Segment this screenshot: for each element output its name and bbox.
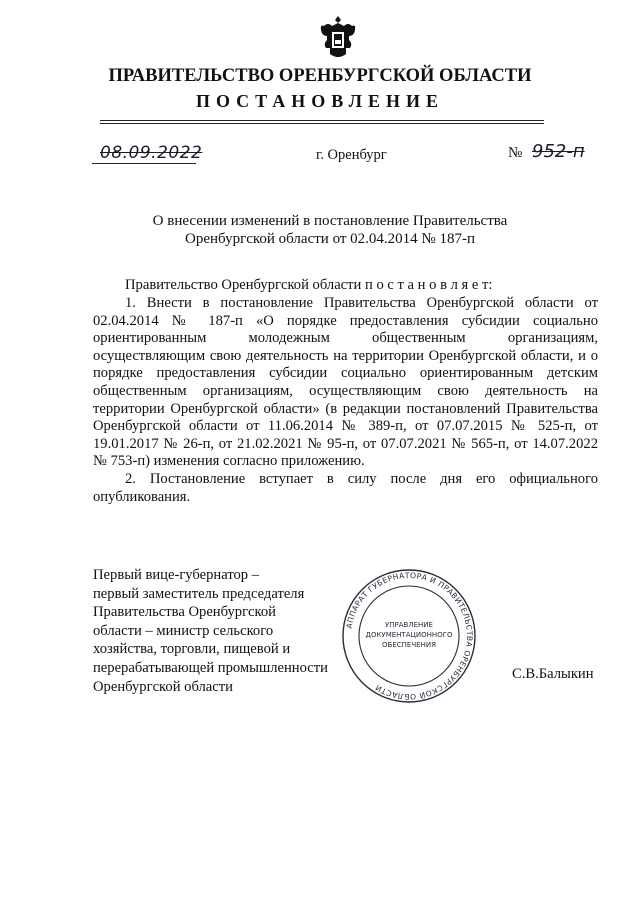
header-rule-thin [100,123,544,124]
signatory-position-line: хозяйства, торговли, пищевой и [93,641,291,658]
signatory-position-line: области – министр сельского [93,622,274,639]
document-number-label: № [508,145,523,161]
header-rule [100,120,544,121]
document-number: 952-п [532,141,585,162]
stamp-outer-text: АППАРАТ ГУБЕРНАТОРА И ПРАВИТЕЛЬСТВА ОРЕНБУРГСКОЙ ОБЛАСТИ [344,570,475,702]
signatory-position-line: первый заместитель председателя [93,585,305,602]
preamble [93,277,598,295]
signatory-position-line: Первый вице-губернатор – [93,567,260,583]
subject-line-2: Оренбургской области от 02.04.2014 № 187-п [184,231,476,247]
resolution-body [93,295,598,506]
stamp-inner-line-2: ДОКУМЕНТАЦИОННОГО [365,631,453,639]
resolution-item-1: 1. Внести в постановление Правительства Оренбургской области от 02.04.2014 № 187-п «О порядке предоставления субсидии социально ориентированным молодежным общественным организациям, осуществляющим свою деятельность на территории Оренбургской области, и о порядке предоставления субсидии социально ориентированным детским общественным организациям, осуществляющим свою деятельность на территории Оренбургской области» (в редакции постановлений Правительства Оренбургской области от 11.06.2014 № 389-п, от 07.07.2015 № 525-п, от 19.01.2017 № 26-п, от 21.02.2021 № 95-п, от 07.07.2021 № 565-п, от 14.07.2022 № 753-п) изменения согласно приложению. [93,295,598,470]
resolution-item-2: 2. Постановление вступает в силу после дня его официального опубликования. [93,470,598,505]
subject-line-1: О внесении изменений в постановление Правительства [152,213,508,229]
coat-of-arms-icon [318,14,358,62]
signatory-position-line: Правительства Оренбургской [93,604,276,621]
document-type-title: ПОСТАНОВЛЕНИЕ [195,91,445,111]
official-stamp [340,567,478,705]
preamble-text: Правительство Оренбургской области п о с т а н о в л я е т: [125,277,493,293]
date-underline [92,163,196,164]
signatory-position-line: перерабатывающей промышленности [93,659,328,676]
document-date: 08.09.2022 [100,143,203,163]
stamp-inner-line-1: УПРАВЛЕНИЕ [385,621,433,629]
stamp-inner-line-3: ОБЕСПЕЧЕНИЯ [382,641,436,649]
signatory-position-line: Оренбургской области [93,678,233,695]
government-name: ПРАВИТЕЛЬСТВО ОРЕНБУРГСКОЙ ОБЛАСТИ [108,66,532,86]
signatory-position [93,566,353,696]
signer-name: С.В.Балыкин [512,666,594,682]
document-city: г. Оренбург [316,147,387,163]
